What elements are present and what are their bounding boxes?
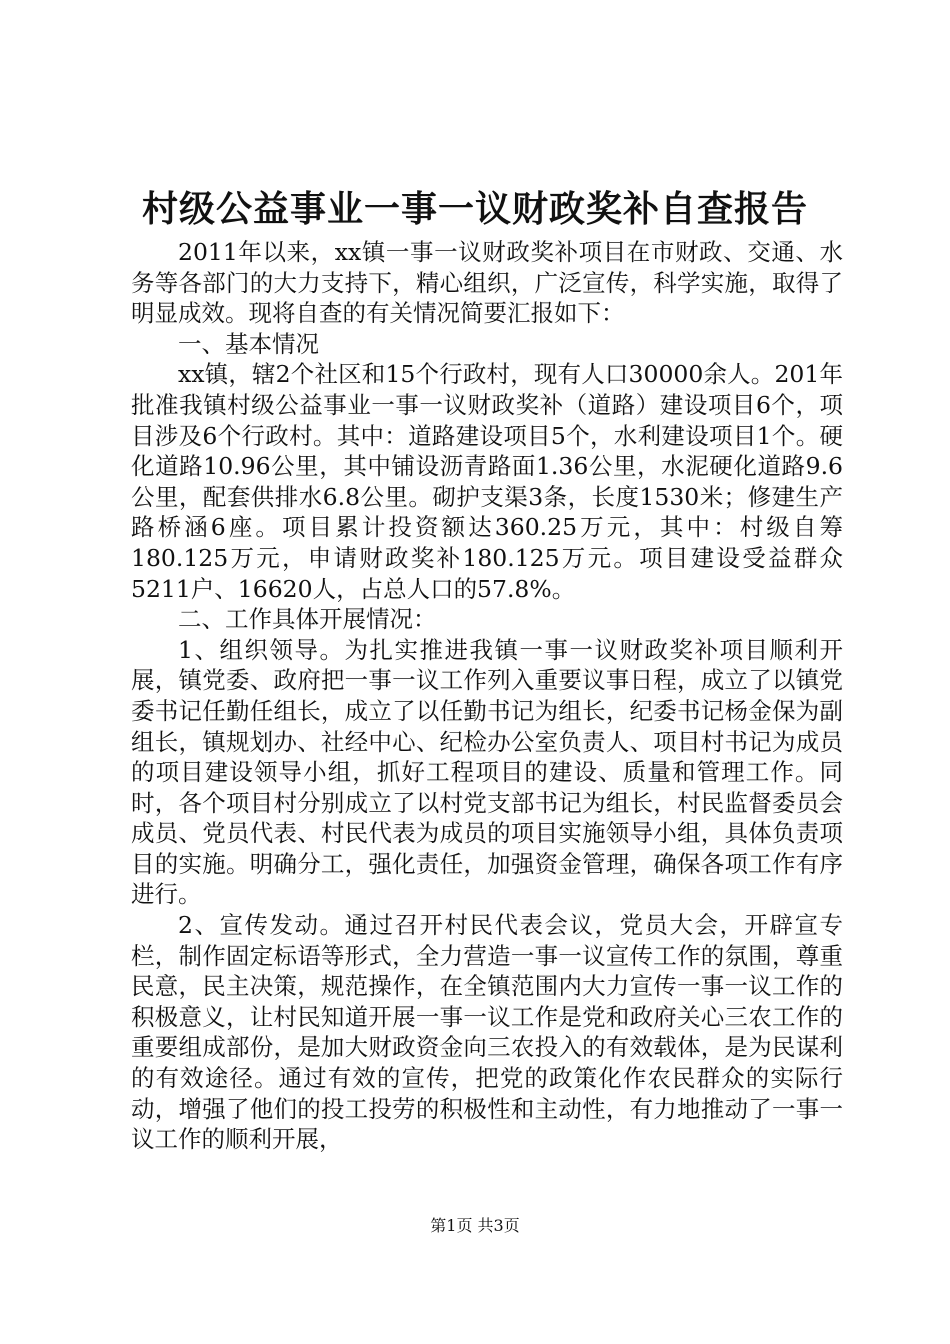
paragraph-intro: 2011年以来，xx镇一事一议财政奖补项目在市财政、交通、水务等各部门的大力支持下，精心组织，广泛宣传，科学实施，取得了明显成效。现将自查的有关情况简要汇报如下： [131,238,843,328]
paragraph-organization: 1、组织领导。为扎实推进我镇一事一议财政奖补项目顺利开展，镇党委、政府把一事一议工作列入重要议事日程，成立了以镇党委书记任勤任组长，成立了以任勤书记为组长，纪委书记杨金保为副组长，镇规划办、社经中心、纪检办公室负责人、项目村书记为成员的项目建设领导小组，抓好工程项目的建设、质量和管理工作。同时，各个项目村分别成立了以村党支部书记为组长，村民监督委员会成员、党员代表、村民代表为成员的项目实施领导小组，具体负责项目的实施。明确分工，强化责任，加强资金管理，确保各项工作有序进行。 [131,635,843,909]
document-title: 村级公益事业一事一议财政奖补自查报告 [141,188,808,230]
section-heading-basic-situation: 一、基本情况 [178,329,319,358]
paragraph-basic-situation: xx镇，辖2个社区和15个行政村，现有人口30000余人。201年批准我镇村级公益事业一事一议财政奖补（道路）建设项目6个，项目涉及6个行政村。其中：道路建设项目5个，水利建设项目1个。硬化道路10.96公里，其中铺设沥青路面1.36公里，水泥硬化道路9.6公里，配套供排水6.8公里。砌护支渠3条，长度1530米；修建生产路桥涵6座。项目累计投资额达360.25万元，其中：村级自筹180.125万元，申请财政奖补180.125万元。项目建设受益群众5211户、16620人，占总人口的57.8%。 [131,360,843,603]
page-number-footer: 第1页 共3页 [430,1216,520,1235]
section-heading-work-progress: 二、工作具体开展情况： [178,605,437,634]
document-body [131,237,843,1155]
paragraph-publicity: 2、宣传发动。通过召开村民代表会议，党员大会，开辟宣专栏，制作固定标语等形式，全力营造一事一议宣传工作的氛围，尊重民意，民主决策，规范操作，在全镇范围内大力宣传一事一议工作的积极意义，让村民知道开展一事一议工作是党和政府关心三农工作的重要组成部份，是加大财政资金向三农投入的有效载体，是为民谋利的有效途径。通过有效的宣传，把党的政策化作农民群众的实际行动，增强了他们的投工投劳的积极性和主动性，有力地推动了一事一议工作的顺利开展， [131,911,843,1154]
